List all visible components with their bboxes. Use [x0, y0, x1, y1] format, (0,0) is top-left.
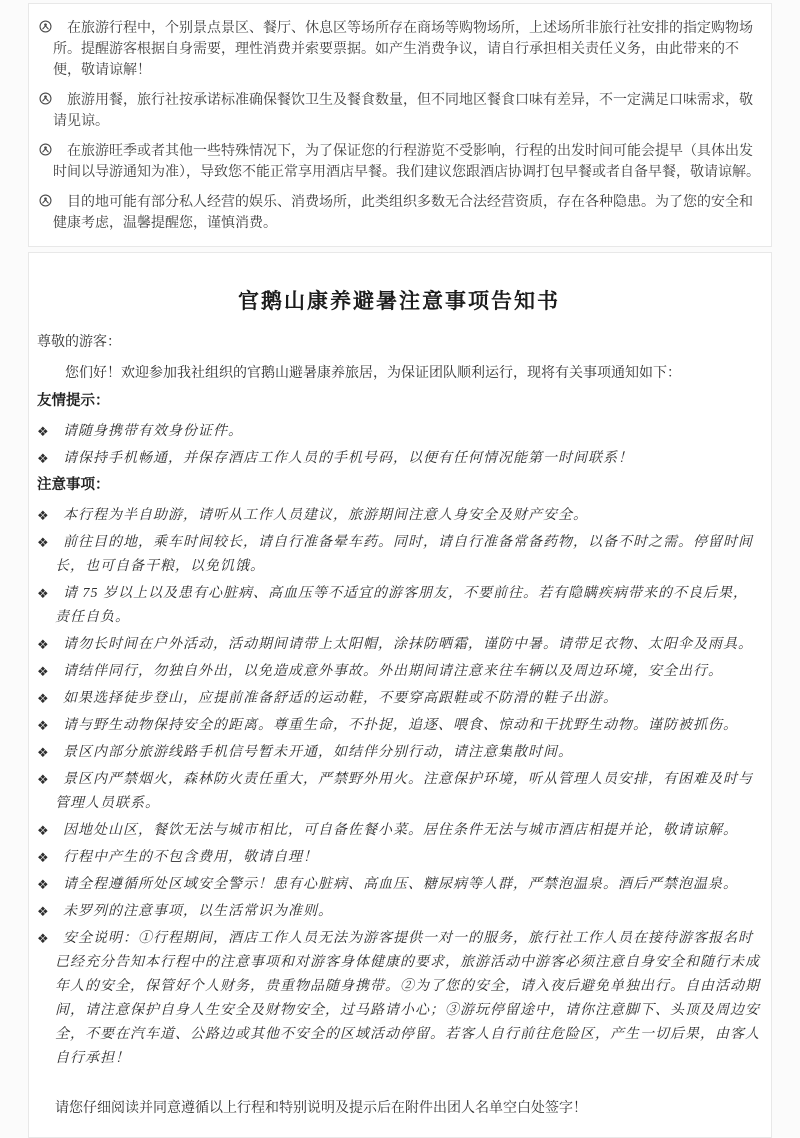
diamond-bullet-icon: ❖: [37, 587, 49, 602]
list-item-text: 请全程遵循所处区域安全警示！患有心脏病、高血压、糖尿病等人群，严禁泡温泉。酒后严禁泡温泉。: [63, 877, 738, 892]
list-item-text: 请结伴同行，勿独自外出，以免造成意外事故。外出期间请注意来往车辆以及周边环境，安全出行。: [63, 664, 723, 679]
circle-wheel-bullet-icon: [39, 143, 52, 156]
list-item-text: 景区内部分旅游线路手机信号暂未开通，如结伴分别行动，请注意集散时间。: [63, 745, 573, 760]
diamond-bullet-icon: ❖: [37, 452, 49, 467]
list-item-text: 行程中产生的不包含费用，敬请自理！: [63, 850, 318, 865]
list-item: [37, 846, 761, 870]
notice-box: [28, 3, 772, 247]
list-item: [37, 420, 761, 444]
document-box: [28, 252, 772, 1138]
notice-item: [37, 191, 761, 233]
section-heading-friendly-tips: 友情提示：: [37, 393, 110, 409]
diamond-bullet-icon: ❖: [37, 425, 49, 440]
list-item: [37, 660, 761, 684]
notice-item: [37, 140, 761, 182]
list-item-text: 本行程为半自助游，请听从工作人员建议，旅游期间注意人身安全及财产安全。: [63, 508, 588, 523]
sign-instruction: 请您仔细阅读并同意遵循以上行程和特别说明及提示后在附件出团人名单空白处签字！: [55, 1099, 587, 1115]
diamond-bullet-icon: ❖: [37, 824, 49, 839]
salutation: 尊敬的游客：: [37, 333, 121, 349]
list-item-text: 如果选择徒步登山，应提前准备舒适的运动鞋，不要穿高跟鞋或不防滑的鞋子出游。: [63, 691, 618, 706]
list-item-text: 前往目的地，乘车时间较长，请自行准备晕车药。同时，请自行准备常备药物，以备不时之需。停留时间长，也可自备干粮，以免饥饿。: [55, 535, 753, 574]
list-item: [37, 927, 761, 1071]
list-item-text: 未罗列的注意事项，以生活常识为准则。: [63, 904, 333, 919]
diamond-bullet-icon: ❖: [37, 638, 49, 653]
diamond-bullet-icon: ❖: [37, 773, 49, 788]
document-title: 官鹅山康养避暑注意事项告知书: [238, 290, 560, 313]
list-item-text: 请与野生动物保持安全的距离。尊重生命，不扑捉，追逐、喂食、惊动和干扰野生动物。谨防被抓伤。: [63, 718, 738, 733]
list-item-text: 请 75 岁以上以及患有心脏病、高血压等不适宜的游客朋友，不要前往。若有隐瞒疾病带来的不良后果，责任自负。: [55, 586, 748, 625]
intro-paragraph: 您们好！欢迎参加我社组织的官鹅山避暑康养旅居，为保证团队顺利运行，现将有关事项通知如下：: [65, 364, 681, 380]
diamond-bullet-icon: ❖: [37, 719, 49, 734]
list-item: [37, 741, 761, 765]
list-item: [37, 873, 761, 897]
diamond-bullet-icon: ❖: [37, 746, 49, 761]
notice-item-text: 目的地可能有部分私人经营的娱乐、消费场所，此类组织多数无合法经营资质，存在各种隐患。为了您的安全和健康考虑，温馨提醒您，谨慎消费。: [53, 193, 753, 230]
list-item: [37, 714, 761, 738]
list-item-text: 安全说明：①行程期间，酒店工作人员无法为游客提供一对一的服务，旅行社工作人员在接待游客报名时已经充分告知本行程中的注意事项和对游客身体健康的要求，旅游活动中游客必须注意自身安全和随行未成年人的安全，保管好个人财务，贵重物品随身携带。②为了您的安全，请入夜后避免单独出行。自由活动期间，请注意保护自身人生安全及财物安全，过马路请小心；③游玩停留途中，请你注意脚下、头顶及周边安全，不要在汽车道、公路边或其他不安全的区域活动停留。若客人自行前往危险区，产生一切后果，由客人自行承担！: [55, 931, 760, 1066]
notice-item-text: 在旅游行程中，个别景点景区、餐厅、休息区等场所存在商场等购物场所，上述场所非旅行社安排的指定购物场所。提醒游客根据自身需要，理性消费并索要票据。如产生消费争议，请自行承担相关责任义务，由此带来的不便，敬请谅解！: [53, 19, 753, 77]
list-item-text: 请勿长时间在户外活动，活动期间请带上太阳帽，涂抹防晒霜，谨防中暑。请带足衣物、太阳伞及雨具。: [63, 637, 753, 652]
list-item: [37, 768, 761, 816]
list-item: [37, 582, 761, 630]
list-item: [37, 900, 761, 924]
diamond-bullet-icon: ❖: [37, 536, 49, 551]
list-item: [37, 819, 761, 843]
list-item-text: 因地处山区，餐饮无法与城市相比，可自备佐餐小菜。居住条件无法与城市酒店相提并论，敬请谅解。: [63, 823, 738, 838]
diamond-bullet-icon: ❖: [37, 905, 49, 920]
list-item: [37, 633, 761, 657]
list-item: [37, 687, 761, 711]
notice-item: [37, 89, 761, 131]
diamond-bullet-icon: ❖: [37, 509, 49, 524]
list-item-text: 景区内严禁烟火，森林防火责任重大，严禁野外用火。注意保护环境，听从管理人员安排，有困难及时与管理人员联系。: [55, 772, 753, 811]
notice-item: [37, 17, 761, 80]
list-item-text: 请随身携带有效身份证件。: [63, 424, 243, 439]
diamond-bullet-icon: ❖: [37, 692, 49, 707]
circle-wheel-bullet-icon: [39, 194, 52, 207]
diamond-bullet-icon: ❖: [37, 932, 49, 947]
circle-wheel-bullet-icon: [39, 20, 52, 33]
notice-item-text: 旅游用餐，旅行社按承诺标准确保餐饮卫生及餐食数量，但不同地区餐食口味有差异，不一定满足口味需求，敬请见谅。: [53, 91, 753, 128]
diamond-bullet-icon: ❖: [37, 665, 49, 680]
list-item: [37, 504, 761, 528]
diamond-bullet-icon: ❖: [37, 878, 49, 893]
circle-wheel-bullet-icon: [39, 92, 52, 105]
list-item: [37, 447, 761, 471]
list-item: [37, 531, 761, 579]
notice-item-text: 在旅游旺季或者其他一些特殊情况下，为了保证您的行程游览不受影响，行程的出发时间可能会提早（具体出发时间以导游通知为准），导致您不能正常享用酒店早餐。我们建议您跟酒店协调打包早餐或者自备早餐，敬请谅解。: [53, 142, 760, 179]
diamond-bullet-icon: ❖: [37, 851, 49, 866]
list-item-text: 请保持手机畅通，并保存酒店工作人员的手机号码，以便有任何情况能第一时间联系！: [63, 451, 633, 466]
section-heading-cautions: 注意事项：: [37, 477, 110, 493]
